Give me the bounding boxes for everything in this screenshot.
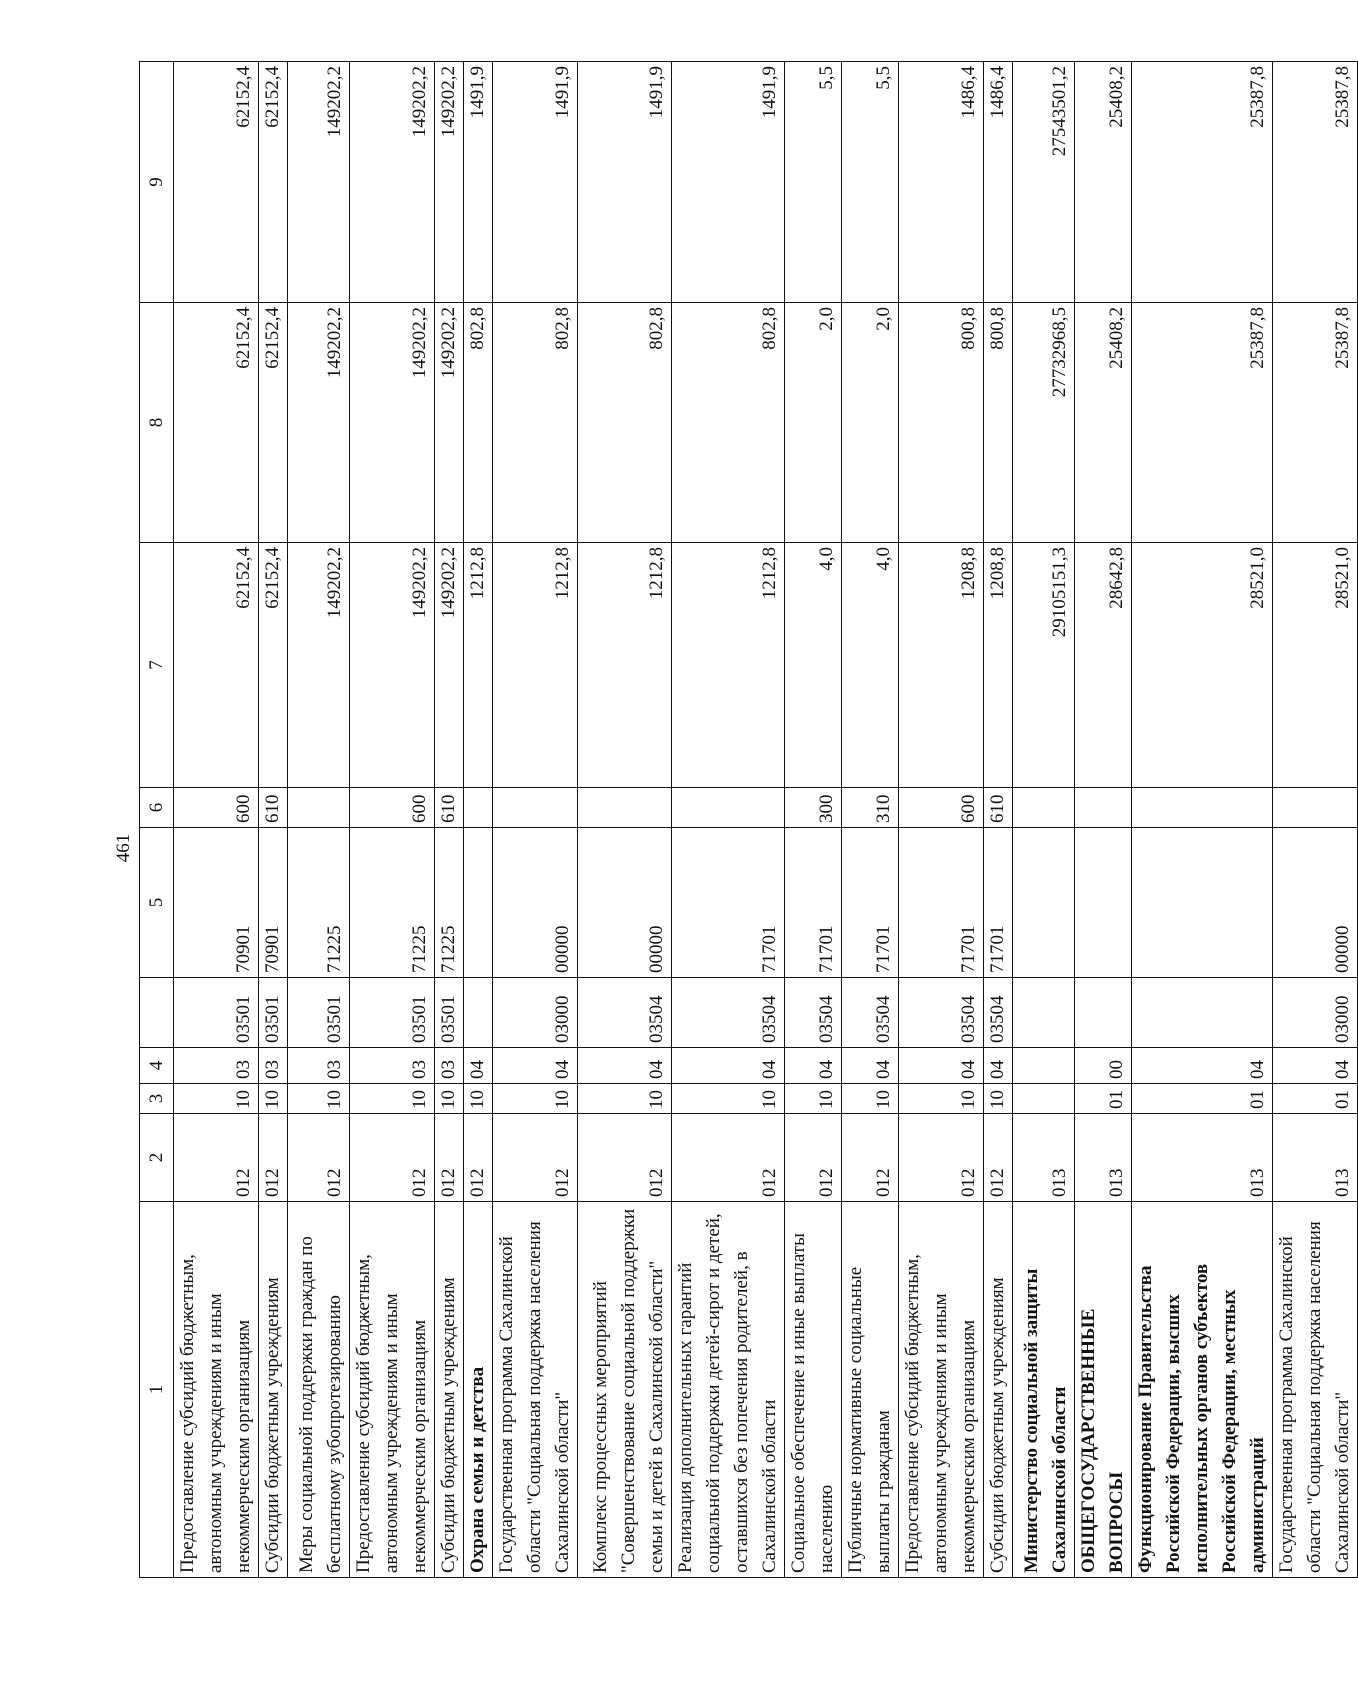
col7-value: 1208,8 <box>899 543 984 788</box>
table-row <box>785 62 842 1578</box>
col5a-code <box>464 978 493 1048</box>
row-name: Предоставление субсидий бюджетным, автономным учреждениям и иным некоммерческим организациям <box>350 1202 435 1578</box>
col9-value: 149202,2 <box>288 62 350 303</box>
col9-value: 25387,8 <box>1273 62 1358 303</box>
column-header-9: 9 <box>140 62 174 303</box>
col5a-code: 03000 <box>1273 978 1358 1048</box>
col5a-code: 03504 <box>899 978 984 1048</box>
col5b-code: 00000 <box>493 828 578 978</box>
col5b-code: 00000 <box>578 828 672 978</box>
col2-code: 012 <box>493 1114 578 1202</box>
col3-code: 10 <box>464 1084 493 1114</box>
col6-code: 600 <box>899 788 984 828</box>
col9-value: 25408,2 <box>1075 62 1132 303</box>
col2-code: 013 <box>1075 1114 1132 1202</box>
table-row <box>672 62 785 1578</box>
col5b-code: 00000 <box>1273 828 1358 978</box>
col4-code: 04 <box>785 1048 842 1084</box>
col9-value: 5,5 <box>785 62 842 303</box>
row-name: Охрана семьи и детства <box>464 1202 493 1578</box>
col6-code <box>1075 788 1132 828</box>
col6-code <box>1273 788 1358 828</box>
col4-code: 00 <box>1075 1048 1132 1084</box>
table-row <box>899 62 984 1578</box>
col5b-code: 71225 <box>350 828 435 978</box>
col7-value: 1212,8 <box>672 543 785 788</box>
col6-code <box>464 788 493 828</box>
col9-value: 27543501,2 <box>1013 62 1075 303</box>
col4-code: 04 <box>493 1048 578 1084</box>
col5a-code: 03504 <box>984 978 1013 1048</box>
table-row <box>493 62 578 1578</box>
col5a-code: 03501 <box>259 978 288 1048</box>
col6-code: 610 <box>259 788 288 828</box>
col6-code <box>672 788 785 828</box>
col7-value: 28642,8 <box>1075 543 1132 788</box>
col2-code: 012 <box>259 1114 288 1202</box>
col5b-code: 71701 <box>984 828 1013 978</box>
col5a-code: 03501 <box>174 978 259 1048</box>
col4-code: 03 <box>435 1048 464 1084</box>
col2-code: 012 <box>435 1114 464 1202</box>
table-row <box>578 62 672 1578</box>
col6-code <box>493 788 578 828</box>
col7-value: 29105151,3 <box>1013 543 1075 788</box>
col2-code: 012 <box>842 1114 899 1202</box>
col5b-code: 70901 <box>259 828 288 978</box>
col5b-code <box>1132 828 1273 978</box>
row-name: Социальное обеспечение и иные выплаты населению <box>785 1202 842 1578</box>
col6-code: 300 <box>785 788 842 828</box>
col4-code: 03 <box>259 1048 288 1084</box>
col5a-code <box>1013 978 1075 1048</box>
col8-value: 802,8 <box>464 303 493 543</box>
col4-code: 03 <box>288 1048 350 1084</box>
col2-code: 012 <box>984 1114 1013 1202</box>
table-row <box>1075 62 1132 1578</box>
col6-code: 610 <box>435 788 464 828</box>
col7-value: 62152,4 <box>259 543 288 788</box>
page-number: 461 <box>113 833 134 863</box>
column-header-5: 5 <box>140 828 174 978</box>
col3-code: 01 <box>1273 1084 1358 1114</box>
col9-value: 1491,9 <box>493 62 578 303</box>
col2-code: 012 <box>288 1114 350 1202</box>
col9-value: 5,5 <box>842 62 899 303</box>
col4-code: 04 <box>899 1048 984 1084</box>
table-row <box>174 62 259 1578</box>
column-header-6: 6 <box>140 788 174 828</box>
row-name: Предоставление субсидий бюджетным, автономным учреждениям и иным некоммерческим организациям <box>899 1202 984 1578</box>
table-row <box>464 62 493 1578</box>
col7-value: 149202,2 <box>435 543 464 788</box>
row-name: Субсидии бюджетным учреждениям <box>984 1202 1013 1578</box>
col4-code: 04 <box>578 1048 672 1084</box>
col3-code: 10 <box>288 1084 350 1114</box>
row-name: Функционирование Правительства Российской Федерации, высших исполнительных органов субъектов Российской Федерации, местных администраций <box>1132 1202 1273 1578</box>
col9-value: 1486,4 <box>984 62 1013 303</box>
row-name: ОБЩЕГОСУДАРСТВЕННЫЕ ВОПРОСЫ <box>1075 1202 1132 1578</box>
col2-code: 012 <box>578 1114 672 1202</box>
col7-value: 62152,4 <box>174 543 259 788</box>
col5a-code: 03504 <box>842 978 899 1048</box>
col8-value: 802,8 <box>578 303 672 543</box>
column-header-1: 2 <box>140 1114 174 1202</box>
row-name: Государственная программа Сахалинской области "Социальная поддержка населения Сахалинской области" <box>493 1202 578 1578</box>
table-row <box>1013 62 1075 1578</box>
col7-value: 1212,8 <box>493 543 578 788</box>
table-row <box>842 62 899 1578</box>
col9-value: 1486,4 <box>899 62 984 303</box>
row-name: Реализация дополнительных гарантий социальной поддержки детей-сирот и детей, оставшихся без попечения родителей, в Сахалинской области <box>672 1202 785 1578</box>
col7-value: 28521,0 <box>1132 543 1273 788</box>
col6-code <box>1132 788 1273 828</box>
col3-code: 10 <box>984 1084 1013 1114</box>
column-header-3: 4 <box>140 1048 174 1084</box>
col3-code <box>1013 1084 1075 1114</box>
col5a-code: 03504 <box>578 978 672 1048</box>
col4-code: 04 <box>842 1048 899 1084</box>
col5b-code: 71701 <box>785 828 842 978</box>
col3-code: 10 <box>785 1084 842 1114</box>
row-name: Публичные нормативные социальные выплаты гражданам <box>842 1202 899 1578</box>
col2-code: 012 <box>464 1114 493 1202</box>
col5b-code: 71701 <box>899 828 984 978</box>
col6-code: 310 <box>842 788 899 828</box>
col7-value: 4,0 <box>842 543 899 788</box>
col8-value: 62152,4 <box>174 303 259 543</box>
col5b-code <box>464 828 493 978</box>
col7-value: 149202,2 <box>288 543 350 788</box>
col8-value: 25387,8 <box>1273 303 1358 543</box>
col8-value: 25408,2 <box>1075 303 1132 543</box>
col7-value: 4,0 <box>785 543 842 788</box>
table-row <box>1273 62 1358 1578</box>
col8-value: 149202,2 <box>288 303 350 543</box>
col8-value: 800,8 <box>984 303 1013 543</box>
row-name: Предоставление субсидий бюджетным, автономным учреждениям и иным некоммерческим организациям <box>174 1202 259 1578</box>
col6-code: 600 <box>350 788 435 828</box>
col8-value: 27732968,5 <box>1013 303 1075 543</box>
col8-value: 802,8 <box>672 303 785 543</box>
col2-code: 013 <box>1273 1114 1358 1202</box>
col4-code: 04 <box>1273 1048 1358 1084</box>
col5b-code <box>1075 828 1132 978</box>
table-row <box>259 62 288 1578</box>
col6-code <box>578 788 672 828</box>
column-header-7: 7 <box>140 543 174 788</box>
col3-code: 10 <box>174 1084 259 1114</box>
col9-value: 62152,4 <box>259 62 288 303</box>
col6-code <box>288 788 350 828</box>
table-row <box>984 62 1013 1578</box>
row-name: Министерство социальной защиты Сахалинской области <box>1013 1202 1075 1578</box>
col4-code: 04 <box>1132 1048 1273 1084</box>
col8-value: 800,8 <box>899 303 984 543</box>
row-name: Меры социальной поддержки граждан по бесплатному зубопротезированию <box>288 1202 350 1578</box>
col5a-code: 03504 <box>672 978 785 1048</box>
col5a-code <box>1132 978 1273 1048</box>
col7-value: 149202,2 <box>350 543 435 788</box>
col8-value: 149202,2 <box>435 303 464 543</box>
col9-value: 149202,2 <box>350 62 435 303</box>
col3-code: 01 <box>1132 1084 1273 1114</box>
row-name: Субсидии бюджетным учреждениям <box>259 1202 288 1578</box>
col7-value: 1212,8 <box>464 543 493 788</box>
col6-code: 600 <box>174 788 259 828</box>
col4-code: 03 <box>350 1048 435 1084</box>
col5b-code: 70901 <box>174 828 259 978</box>
col8-value: 2,0 <box>785 303 842 543</box>
col2-code: 012 <box>785 1114 842 1202</box>
col6-code <box>1013 788 1075 828</box>
col3-code: 10 <box>578 1084 672 1114</box>
table-row <box>1132 62 1273 1578</box>
col3-code: 10 <box>672 1084 785 1114</box>
column-header-2: 3 <box>140 1084 174 1114</box>
col4-code <box>1013 1048 1075 1084</box>
col3-code: 10 <box>350 1084 435 1114</box>
col5a-code: 03504 <box>785 978 842 1048</box>
table-row <box>435 62 464 1578</box>
budget-table <box>139 61 1358 1578</box>
col7-value: 28521,0 <box>1273 543 1358 788</box>
col2-code: 013 <box>1132 1114 1273 1202</box>
col5a-code: 03501 <box>435 978 464 1048</box>
col8-value: 25387,8 <box>1132 303 1273 543</box>
col9-value: 62152,4 <box>174 62 259 303</box>
col8-value: 149202,2 <box>350 303 435 543</box>
column-header-4 <box>140 978 174 1048</box>
col3-code: 10 <box>259 1084 288 1114</box>
col2-code: 012 <box>174 1114 259 1202</box>
col9-value: 149202,2 <box>435 62 464 303</box>
col7-value: 1212,8 <box>578 543 672 788</box>
col5b-code: 71701 <box>672 828 785 978</box>
column-header-0: 1 <box>140 1202 174 1578</box>
col2-code: 012 <box>350 1114 435 1202</box>
col9-value: 1491,9 <box>464 62 493 303</box>
col6-code: 610 <box>984 788 1013 828</box>
table-row <box>350 62 435 1578</box>
row-name: Субсидии бюджетным учреждениям <box>435 1202 464 1578</box>
col4-code: 04 <box>464 1048 493 1084</box>
col8-value: 802,8 <box>493 303 578 543</box>
col9-value: 1491,9 <box>578 62 672 303</box>
col5a-code: 03000 <box>493 978 578 1048</box>
col2-code: 012 <box>672 1114 785 1202</box>
col9-value: 1491,9 <box>672 62 785 303</box>
col5b-code: 71701 <box>842 828 899 978</box>
row-name: Государственная программа Сахалинской области "Социальная поддержка населения Сахалинской области" <box>1273 1202 1358 1578</box>
col4-code: 04 <box>672 1048 785 1084</box>
col5a-code: 03501 <box>350 978 435 1048</box>
col5b-code: 71225 <box>288 828 350 978</box>
col8-value: 62152,4 <box>259 303 288 543</box>
table-body <box>174 62 1358 1578</box>
col5b-code <box>1013 828 1075 978</box>
col3-code: 10 <box>493 1084 578 1114</box>
row-name: Комплекс процессных мероприятий "Совершенствование социальной поддержки семьи и детей в Сахалинской области" <box>578 1202 672 1578</box>
rotated-table-container <box>113 62 1353 1578</box>
col9-value: 25387,8 <box>1132 62 1273 303</box>
col3-code: 10 <box>899 1084 984 1114</box>
col3-code: 01 <box>1075 1084 1132 1114</box>
col2-code: 013 <box>1013 1114 1075 1202</box>
col5a-code <box>1075 978 1132 1048</box>
table-row <box>288 62 350 1578</box>
col8-value: 2,0 <box>842 303 899 543</box>
header-row <box>140 62 174 1578</box>
col5a-code: 03501 <box>288 978 350 1048</box>
col2-code: 012 <box>899 1114 984 1202</box>
col3-code: 10 <box>842 1084 899 1114</box>
col4-code: 03 <box>174 1048 259 1084</box>
column-header-8: 8 <box>140 303 174 543</box>
col4-code: 04 <box>984 1048 1013 1084</box>
col5b-code: 71225 <box>435 828 464 978</box>
col3-code: 10 <box>435 1084 464 1114</box>
col7-value: 1208,8 <box>984 543 1013 788</box>
